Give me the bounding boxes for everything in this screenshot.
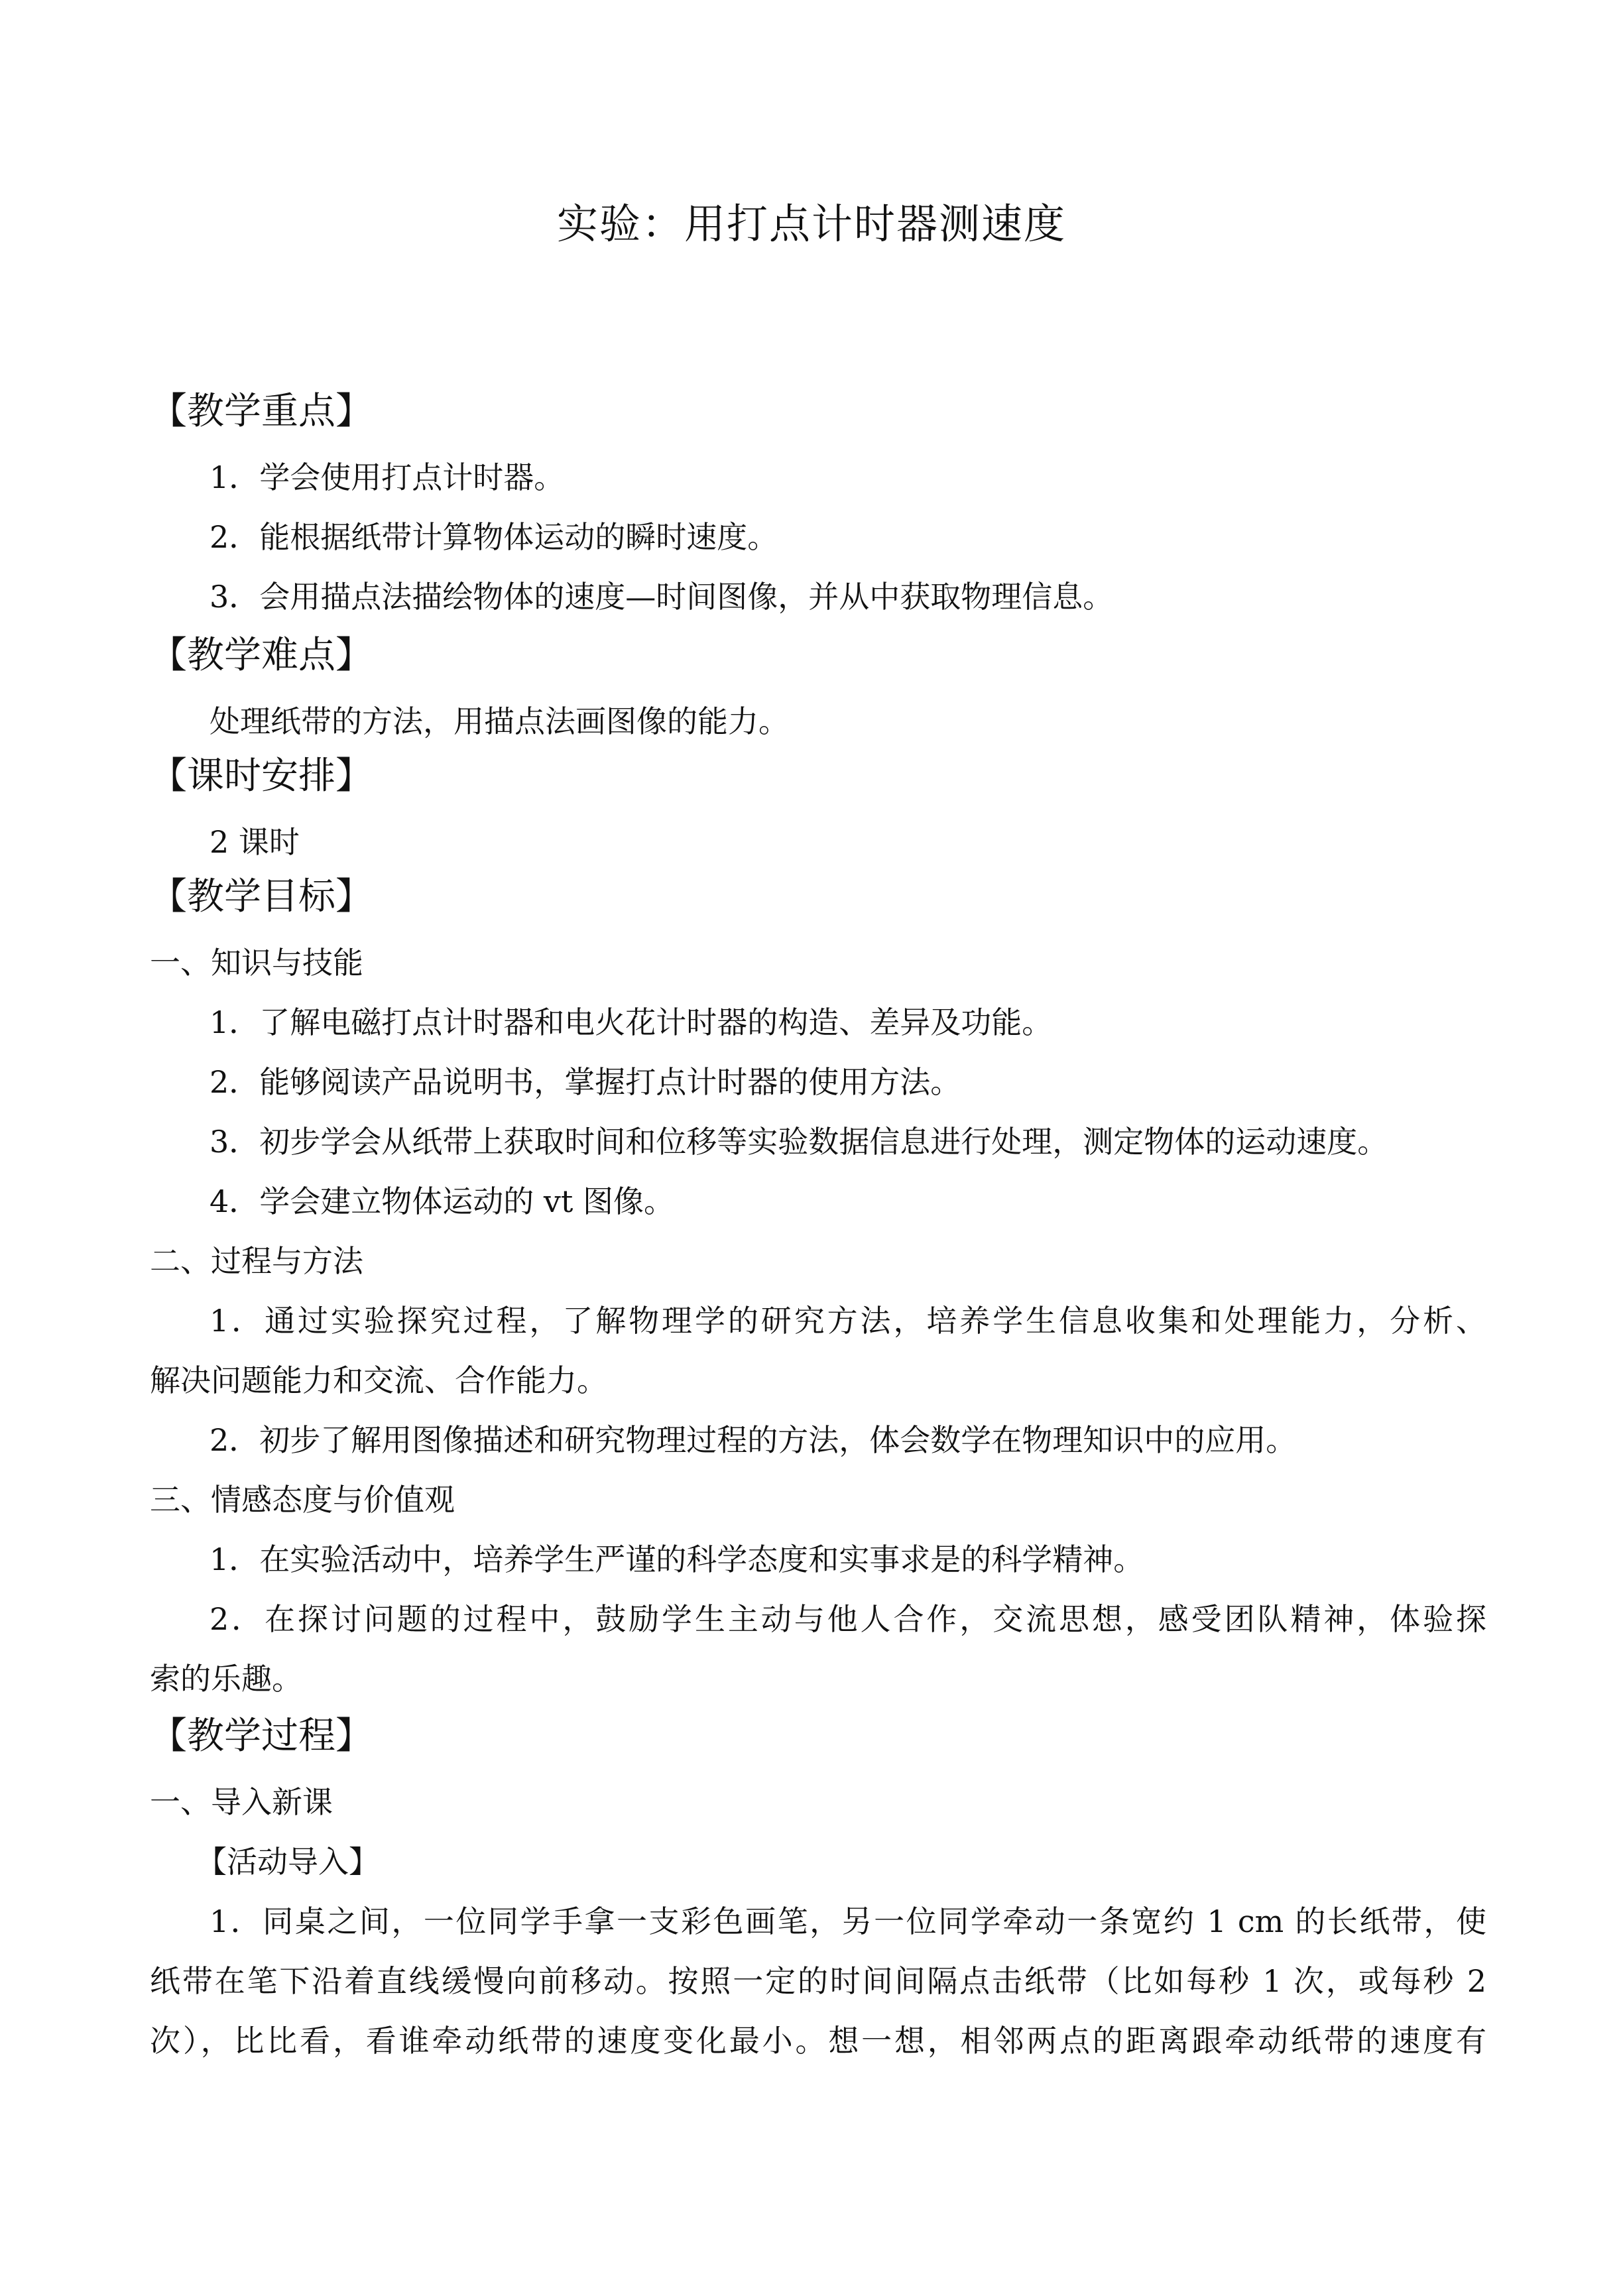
knowledge-item: 4．学会建立物体运动的 vt 图像。 [210,1183,674,1219]
activity-text-line: 纸带在笔下沿着直线缓慢向前移动。按照一定的时间间隔点击纸带（比如每秒 1 次，或每秒 2 [150,1963,1486,1999]
knowledge-item: 2．能够阅读产品说明书，掌握打点计时器的使用方法。 [210,1064,961,1100]
section-heading-schedule: 【课时安排】 [150,755,373,798]
process-item-line: 解决问题能力和交流、合作能力。 [150,1362,607,1398]
activity-text-line: 次），比比看，看谁牵动纸带的速度变化最小。想一想，相邻两点的距离跟牵动纸带的速度有 [150,2023,1486,2059]
emotion-item: 1．在实验活动中，培养学生严谨的科学态度和实事求是的科学精神。 [210,1541,1144,1577]
section-heading-key-points: 【教学重点】 [150,390,373,433]
process-item: 2．初步了解用图像描述和研究物理过程的方法，体会数学在物理知识中的应用。 [210,1422,1297,1458]
key-point-item: 2．能根据纸带计算物体运动的瞬时速度。 [210,519,778,555]
activity-text-line: 1．同桌之间，一位同学手拿一支彩色画笔，另一位同学牵动一条宽约 1 cm 的长纸带，使 [210,1903,1486,1939]
objectives-emotion-title: 三、情感态度与价值观 [150,1482,455,1518]
key-point-item: 3．会用描点法描绘物体的速度—时间图像，并从中获取物理信息。 [210,579,1114,615]
activity-label: 【活动导入】 [196,1844,379,1880]
process-item-line: 1．通过实验探究过程，了解物理学的研究方法，培养学生信息收集和处理能力，分析、 [210,1303,1486,1339]
page-title: 实验：用打点计时器测速度 [556,200,1066,248]
difficulties-text: 处理纸带的方法，用描点法画图像的能力。 [210,703,789,739]
process-intro-title: 一、导入新课 [150,1784,333,1820]
objectives-knowledge-title: 一、知识与技能 [150,945,363,981]
key-point-item: 1．学会使用打点计时器。 [210,459,565,495]
schedule-text: 2 课时 [210,824,300,860]
emotion-item-line: 2．在探讨问题的过程中，鼓励学生主动与他人合作，交流思想，感受团队精神，体验探 [210,1601,1486,1637]
section-heading-difficulties: 【教学难点】 [150,634,373,677]
section-heading-objectives: 【教学目标】 [150,875,373,918]
objectives-process-title: 二、过程与方法 [150,1243,363,1279]
knowledge-item: 1．了解电磁打点计时器和电火花计时器的构造、差异及功能。 [210,1004,1053,1040]
section-heading-process: 【教学过程】 [150,1715,373,1758]
knowledge-item: 3．初步学会从纸带上获取时间和位移等实验数据信息进行处理，测定物体的运动速度。 [210,1124,1388,1160]
emotion-item-line: 索的乐趣。 [150,1661,302,1697]
